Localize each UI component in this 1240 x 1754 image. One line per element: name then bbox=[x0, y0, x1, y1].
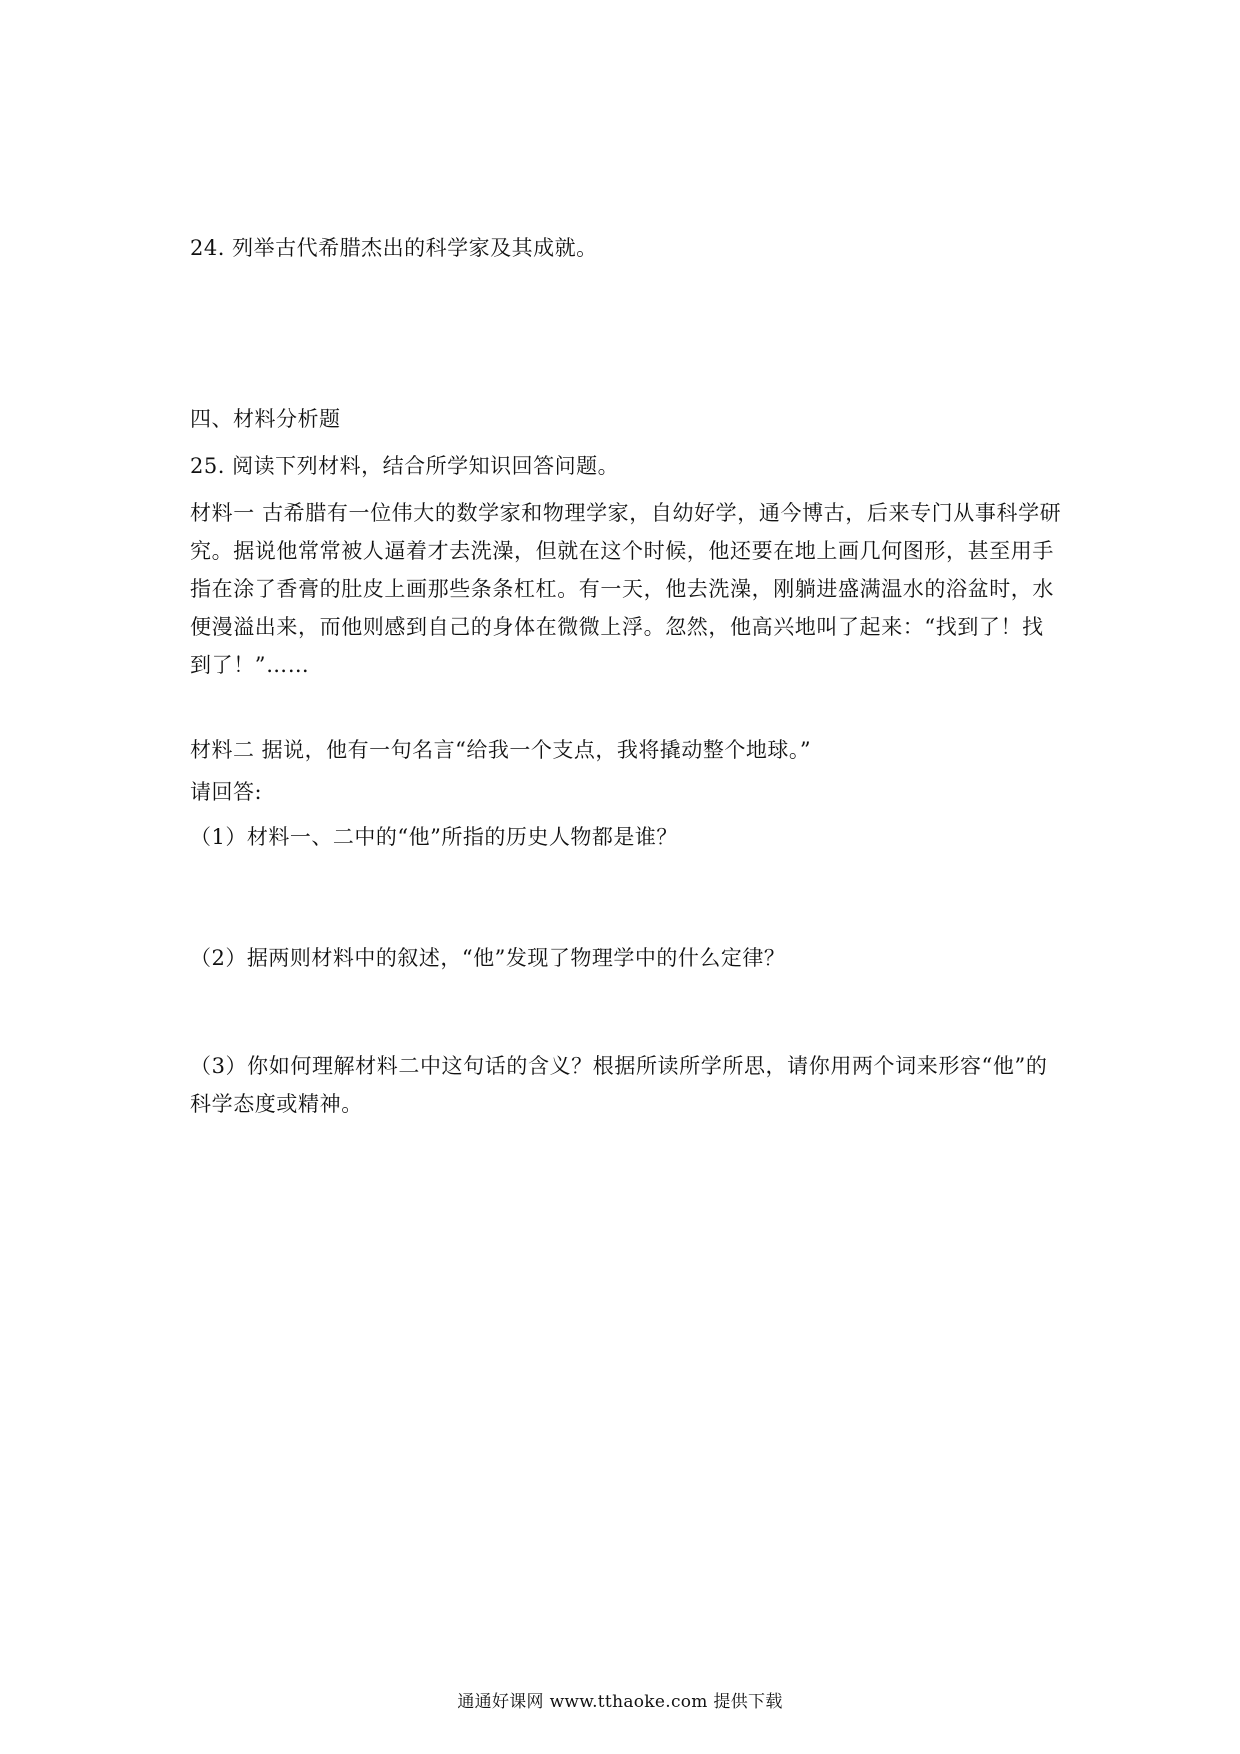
question-25-stem: 25. 阅读下列材料，结合所学知识回答问题。 bbox=[190, 454, 620, 478]
page-footer: 通通好课网 www.tthaoke.com 提供下载 bbox=[457, 1692, 783, 1712]
material-1-paragraph: 材料一 古希腊有一位伟大的数学家和物理学家，自幼好学，通今博古，后来专门从事科学研究。据说他常常被人逼着才去洗澡，但就在这个时候，他还要在地上画几何图形，甚至用手指在涂了香膏的肚皮上画那些条条杠杠。有一天，他去洗澡，刚躺进盛满温水的浴盆时，水便漫溢出来，而他则感到自己的身体在微微上浮。忽然，他高兴地叫了起来：“找到了！找到了！”…… bbox=[190, 501, 1062, 677]
sub-question-3: （3）你如何理解材料二中这句话的含义？根据所读所学所思，请你用两个词来形容“他”的科学态度或精神。 bbox=[190, 1054, 1048, 1116]
section-heading-material-analysis: 四、材料分析题 bbox=[190, 407, 341, 431]
sub-question-1: （1）材料一、二中的“他”所指的历史人物都是谁？ bbox=[190, 825, 678, 849]
sub-question-2: （2）据两则材料中的叙述，“他”发现了物理学中的什么定律？ bbox=[190, 946, 786, 970]
question-24: 24. 列举古代希腊杰出的科学家及其成就。 bbox=[190, 236, 598, 260]
material-2-paragraph: 材料二 据说，他有一句名言“给我一个支点，我将撬动整个地球。” bbox=[190, 738, 812, 762]
answer-prompt: 请回答: bbox=[190, 780, 263, 804]
